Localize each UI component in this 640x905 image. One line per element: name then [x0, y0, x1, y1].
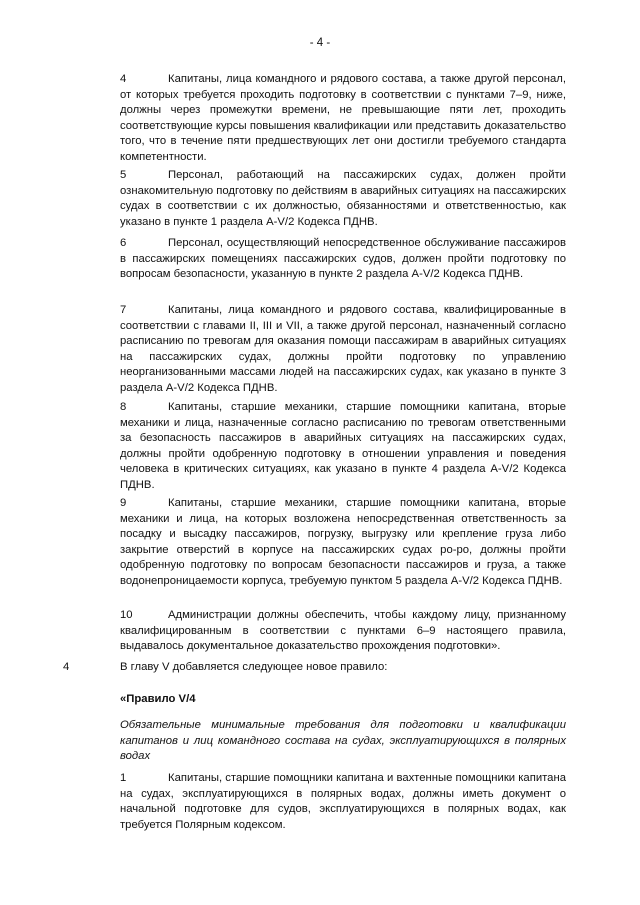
page-number: - 4 -	[309, 37, 331, 49]
paragraph-number: 4	[120, 73, 127, 85]
paragraph-6	[120, 236, 566, 283]
paragraph-8	[120, 400, 566, 494]
paragraph-text: Капитаны, старшие механики, старшие помощники капитана, вторые механики и лица, на которых возложена непосредственная ответственность за посадку и высадку пассажиров, погрузку, выгрузку или крепление груза либо закрытие отверстий в корпусе на пассажирских судах ро-ро, должны пройти одобренную подготовку по вопросам безопасности пассажиров и груза, а также водонепроницаемости корпуса, требуемую пунктом 5 раздела A-V/2 Кодекса ПДНВ.	[120, 497, 566, 587]
item-text: В главу V добавляется следующее новое правило:	[120, 661, 388, 673]
paragraph-number: 1	[120, 772, 127, 784]
paragraph-5	[120, 168, 566, 230]
rule-title: «Правило V/4	[120, 693, 196, 705]
paragraph-text: Капитаны, лица командного и рядового состава, квалифицированные в соответствии с главами II, III и VII, а также другой персонал, назначенный согласно расписанию по тревогам для оказания помощи пассажирам в аварийных ситуациях на пассажирских судах, должны пройти подготовку по управлению неорганизованными массами людей на пассажирских судах, как указано в пункте 3 раздела A-V/2 Кодекса ПДНВ.	[120, 304, 566, 394]
item-number: 4	[63, 661, 70, 673]
paragraph-9	[120, 496, 566, 590]
paragraph-text: Капитаны, старшие помощники капитана и вахтенные помощники капитана на судах, эксплуатирующихся в полярных водах, должны иметь документ о начальной подготовке для судов, эксплуатирующихся в полярных водах, как требуется Полярным кодексом.	[120, 772, 566, 831]
paragraph-number: 8	[120, 401, 127, 413]
paragraph-text: Администрации должны обеспечить, чтобы каждому лицу, признанному квалифицированным в соответствии с пунктами 6–9 настоящего правила, выдавалось документальное доказательство прохождения подготовки».	[120, 609, 566, 653]
paragraph-number: 9	[120, 497, 127, 509]
paragraph-number: 6	[120, 237, 127, 249]
paragraph-text: Персонал, осуществляющий непосредственное обслуживание пассажиров в пассажирских помещениях пассажирских судов, должен пройти подготовку по вопросам безопасности, указанную в пункте 2 раздела A-V/2 Кодекса ПДНВ.	[120, 237, 566, 281]
paragraph-text: Персонал, работающий на пассажирских судах, должен пройти ознакомительную подготовку по действиям в аварийных ситуациях на пассажирских судах в соответствии с их должностью, обязанностями и ответственностью, как указано в пункте 1 раздела A-V/2 Кодекса ПДНВ.	[120, 169, 566, 228]
paragraph-number: 5	[120, 169, 127, 181]
paragraph-number: 10	[120, 609, 133, 621]
paragraph-number: 7	[120, 304, 127, 316]
rule-paragraph-1	[120, 771, 566, 833]
paragraph-4	[120, 72, 566, 166]
rule-subtitle: Обязательные минимальные требования для подготовки и квалификации капитанов и лиц командного состава на судах, эксплуатирующихся в полярных водах	[120, 719, 566, 763]
paragraph-text: Капитаны, старшие механики, старшие помощники капитана, вторые механики и лица, назначенные согласно расписанию по тревогам ответственными за безопасность пассажиров в аварийных ситуациях на пассажирских судах, должны пройти одобренную подготовку в отношении управления и поведения человека в критических ситуациях, как указано в пункте 4 раздела A-V/2 Кодекса ПДНВ.	[120, 401, 566, 491]
paragraph-text: Капитаны, лица командного и рядового состава, а также другой персонал, от которых требуется проходить подготовку в соответствии с пунктами 7–9, ниже, должны через промежутки времени, не превышающие пяти лет, проходить соответствующие курсы повышения квалификации или представить доказательство того, что в течение пяти предшествующих лет они достигли требуемого стандарта компетентности.	[120, 73, 566, 163]
paragraph-10	[120, 608, 566, 655]
paragraph-7	[120, 303, 566, 397]
